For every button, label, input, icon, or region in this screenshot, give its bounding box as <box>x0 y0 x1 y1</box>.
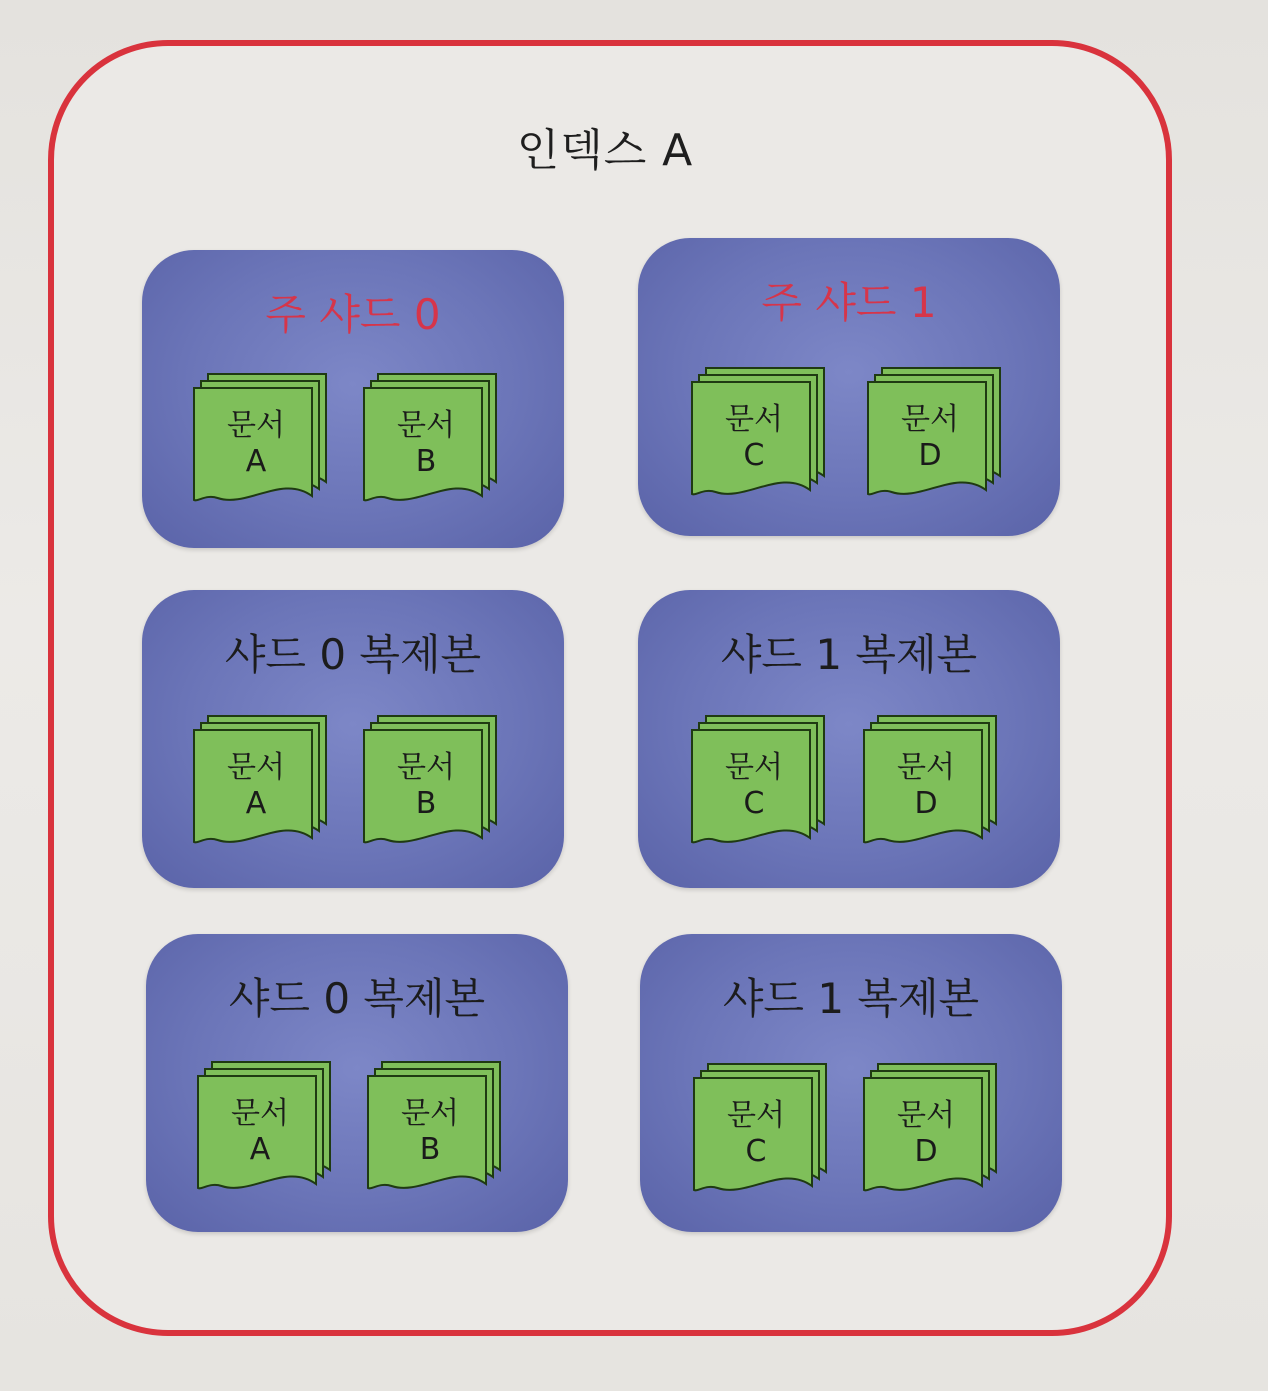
replica-shard-0 <box>142 590 564 888</box>
document-label: 문서 <box>397 408 455 443</box>
document-stack <box>860 1060 1000 1200</box>
document-label: 문서 <box>725 750 783 785</box>
document-stack <box>360 712 500 852</box>
document-id: D <box>918 438 942 473</box>
document-id: B <box>419 1132 441 1167</box>
document-label: 문서 <box>397 750 455 785</box>
document-stack <box>864 364 1004 504</box>
document-id: D <box>914 786 938 821</box>
replica-shard-1 <box>640 934 1062 1232</box>
document-id: A <box>245 444 267 479</box>
document-stack <box>190 370 330 510</box>
document-id: B <box>415 786 437 821</box>
document-stack <box>688 364 828 504</box>
primary-shard-1 <box>638 238 1060 536</box>
document-id: A <box>249 1132 271 1167</box>
document-label: 문서 <box>897 1098 955 1133</box>
shard-title: 주 샤드 1 <box>761 278 937 327</box>
document-stack <box>860 712 1000 852</box>
shard-title: 주 샤드 0 <box>265 290 441 339</box>
document-label: 문서 <box>725 402 783 437</box>
document-id: C <box>745 1134 767 1169</box>
shard-title: 샤드 1 복제본 <box>720 630 978 679</box>
shard-title: 샤드 0 복제본 <box>224 630 482 679</box>
replica-shard-1 <box>638 590 1060 888</box>
document-label: 문서 <box>897 750 955 785</box>
document-label: 문서 <box>401 1096 459 1131</box>
document-id: A <box>245 786 267 821</box>
document-id: C <box>743 438 765 473</box>
document-stack <box>360 370 500 510</box>
document-label: 문서 <box>231 1096 289 1131</box>
document-stack <box>690 1060 830 1200</box>
document-label: 문서 <box>227 408 285 443</box>
document-stack <box>190 712 330 852</box>
shard-title: 샤드 1 복제본 <box>722 974 980 1023</box>
document-id: D <box>914 1134 938 1169</box>
document-label: 문서 <box>227 750 285 785</box>
document-id: C <box>743 786 765 821</box>
document-stack <box>688 712 828 852</box>
index-title: 인덱스 A <box>516 125 694 176</box>
document-label: 문서 <box>727 1098 785 1133</box>
document-label: 문서 <box>901 402 959 437</box>
shard-title: 샤드 0 복제본 <box>228 974 486 1023</box>
document-id: B <box>415 444 437 479</box>
document-stack <box>194 1058 334 1198</box>
document-stack <box>364 1058 504 1198</box>
replica-shard-0 <box>146 934 568 1232</box>
primary-shard-0 <box>142 250 564 548</box>
